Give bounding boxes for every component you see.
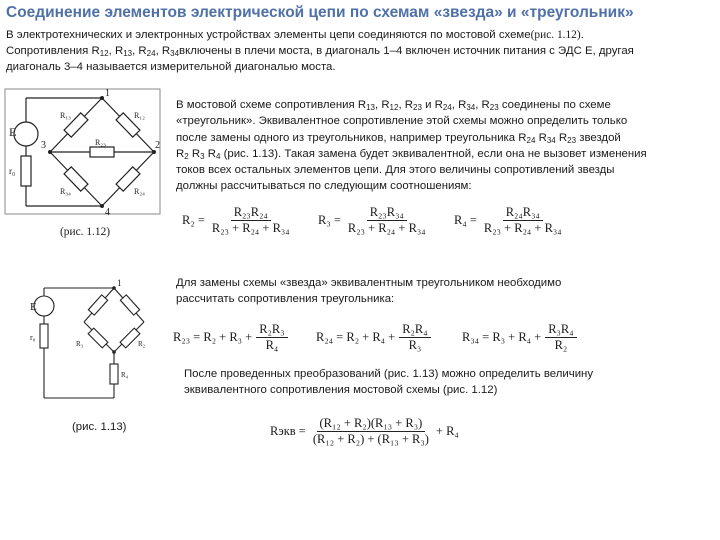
emf-label: E [9, 125, 17, 139]
equivalent-resistance-formula: Rэкв = $\frac{\text{(R₁₂ + R₂)(R₁₃ + R₃)}}{\text{(R₁₂ + R₂) + (R₁₃ + R₃)}}$ + R₄ [270, 416, 459, 446]
r0-label: r₀ [30, 333, 36, 342]
node-1-label: 1 [105, 88, 110, 99]
star-formula-r3: R₃ = $\frac{\text{R₂₃R₃₄}}{\text{R₂₃ + R₂₄ + R₃₄}}$ [318, 205, 426, 235]
r23-label: R₂₃ [95, 138, 106, 147]
star-replacement-paragraph: В мостовой схеме сопротивления $R_{13}$, $R_{12}$, $R_{23}$ и $R_{24}$, $R_{34}$, $R_{23}$ соединены по схеме «треугольник». Эквивалентное сопротивление этой схемы можно определить только после замены одного из треугольников, например треугольника $R_{24}$ $R_{34}$ $R_{23}$ звездой $R_2$ $R_3$ $R_4$ (рис. 1.13). Такая замена будет эквивалентной, если она не вызовет изменения токов всех остальных элементов цепи. Для этого величины сопротивлений звезды должны рассчитываться по следующим соотношениям: [176, 99, 647, 193]
equivalent-resistance-paragraph: После проведенных преобразований (рис. 1.13) можно определить величину эквивалентного сопротивления мостовой схемы (рис. 1.12) [184, 368, 594, 397]
caption-fig-1-12: (рис. 1.12) [60, 226, 111, 238]
resistor-r4 [110, 364, 118, 384]
star-formula-r4: R₄ = $\frac{\text{R₂₄R₃₄}}{\text{R₂₃ + R₂₄ + R₃₄}}$ [454, 205, 562, 235]
delta-formula-r34: R₃₄ = R₃ + R₄ + $\frac{\text{R₃R₄}}{\text{R₂}}$ [462, 322, 577, 353]
resistor-r3 [88, 328, 108, 348]
delta-replacement-paragraph: Для замены схемы «звезда» эквивалентным треугольником необходимо рассчитать сопротивления треугольника: [176, 277, 562, 306]
emf-source-icon [14, 122, 38, 146]
emf-source-icon [34, 296, 54, 316]
r34-label: R₃₄ [60, 187, 71, 196]
caption-fig-1-13: (рис. 1.13) [72, 421, 127, 433]
resistor-r23 [90, 147, 114, 157]
node-3-label: 3 [41, 140, 46, 151]
emf-label: E [30, 301, 37, 313]
page-title: Соединение элементов электрической цепи по схемам «звезда» и «треугольник» [6, 4, 634, 21]
r4-label: R₄ [121, 371, 129, 379]
r13-label: R₁₃ [60, 111, 71, 120]
internal-resistor-r0 [21, 156, 31, 186]
intro-line-3: диагональ 3–4 называется измерительной диагональю моста. [6, 61, 336, 73]
node-4-label: 4 [105, 207, 110, 216]
figure-reference: (рис. 1.12) [530, 29, 581, 41]
intro-paragraph [6, 27, 714, 75]
star-circuit-diagram [30, 278, 156, 408]
intro-line-1: В электротехнических и электронных устройствах элементы цепи соединяются по мостовой схеме(рис. 1.12). [6, 29, 584, 41]
intro-line-2: Сопротивления $R_{12}$, $R_{13}$, $R_{24}$, $R_{34}включены$ в плечи моста, в диагональ 1–4 включен источник питания с ЭДС E, другая [6, 45, 634, 58]
r3-label: R₃ [76, 340, 84, 348]
delta-formula-r23: R₂₃ = R₂ + R₃ + $\frac{\text{R₂R₃}}{\text{R₄}}$ [173, 322, 288, 353]
delta-formula-r24: R₂₄ = R₂ + R₄ + $\frac{\text{R₂R₄}}{\text{R₃}}$ [316, 322, 431, 353]
star-formula-r2: R₂ = $\frac{\text{R₂₃R₂₄}}{\text{R₂₃ + R₂₄ + R₃₄}}$ [182, 205, 290, 235]
r12-label: R₁₂ [134, 111, 145, 120]
r24-label: R₂₄ [134, 187, 145, 196]
r2-label: R₂ [138, 340, 146, 348]
r0-label: r₀ [9, 166, 16, 176]
node-1-label: 1 [117, 278, 122, 288]
node-2-label: 2 [155, 140, 160, 151]
bridge-circuit-diagram [4, 88, 162, 216]
resistor-r2 [120, 328, 140, 348]
internal-resistor-r0 [40, 324, 48, 348]
